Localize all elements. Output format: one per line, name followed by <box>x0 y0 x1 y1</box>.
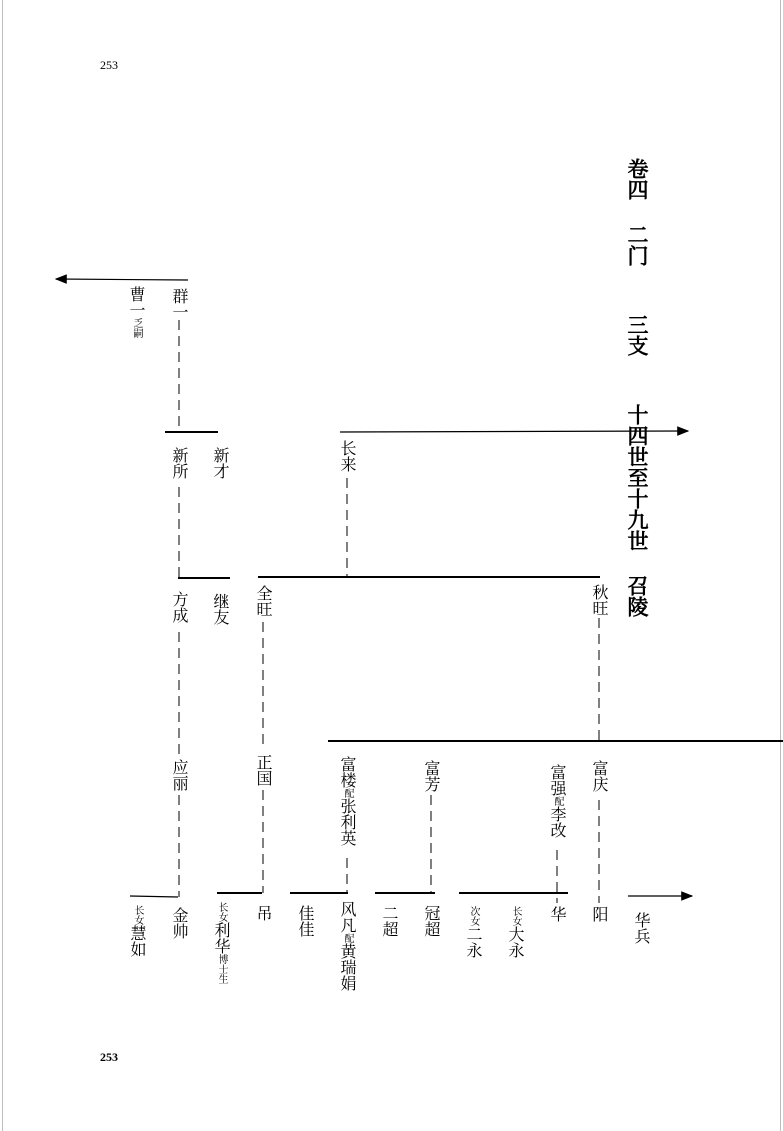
page-number-top: 253 <box>100 58 118 72</box>
spouse-name: 黄瑞娟 <box>338 943 357 991</box>
person-fu-fang <box>423 760 439 792</box>
person-fu-lou <box>339 756 355 846</box>
person-name: 富芳 <box>422 760 441 792</box>
person-xin-cai <box>212 447 228 479</box>
person-name: 群一 <box>170 288 189 320</box>
relation-label: 长女 <box>510 906 521 926</box>
arrow-left-line <box>56 279 188 280</box>
person-er-chao <box>381 905 397 937</box>
person-name: 应丽 <box>170 759 189 791</box>
person-xin-suo <box>171 447 187 479</box>
person-name: 继友 <box>211 593 230 625</box>
relation-label: 次女 <box>468 906 479 926</box>
person-quan-wang <box>255 585 271 617</box>
page-number-bottom: 253 <box>100 1050 118 1064</box>
person-name: 曹一 <box>127 286 146 318</box>
person-chang-lai <box>339 440 355 472</box>
person-ying-li <box>171 759 187 791</box>
person-name: 二永 <box>464 926 483 958</box>
pei-label: 配 <box>342 788 353 798</box>
person-note: 博士生 <box>216 954 227 984</box>
person-fang-cheng <box>171 591 187 623</box>
person-note: 乏嗣 <box>131 318 142 338</box>
person-zheng-guo <box>255 754 271 786</box>
pei-label: 配 <box>342 933 353 943</box>
person-diao <box>255 905 271 921</box>
person-jin-shuai <box>171 907 187 939</box>
spouse-name: 李改 <box>548 806 567 838</box>
person-name: 富庆 <box>590 760 609 792</box>
person-fu-qing <box>591 760 607 792</box>
person-name: 正国 <box>254 754 273 786</box>
person-da-yong <box>507 906 523 958</box>
sibling-bar <box>130 896 178 897</box>
person-jia-jia <box>297 905 313 937</box>
person-name: 慧如 <box>128 925 147 957</box>
person-name: 秋旺 <box>590 584 609 616</box>
person-name: 大永 <box>506 926 525 958</box>
person-name: 富强 <box>548 764 567 796</box>
person-name: 风凡 <box>338 901 357 933</box>
person-guan-chao <box>423 905 439 937</box>
person-name: 长来 <box>338 440 357 472</box>
person-name: 金帅 <box>170 907 189 939</box>
person-qun-yi <box>171 288 187 320</box>
person-name: 全旺 <box>254 585 273 617</box>
person-name: 华 <box>548 906 567 922</box>
person-name: 利华 <box>212 922 231 954</box>
pei-label: 配 <box>552 796 563 806</box>
person-li-hua <box>213 902 229 984</box>
person-qiu-wang <box>591 584 607 616</box>
person-yang <box>591 906 607 922</box>
person-name: 新所 <box>170 447 189 479</box>
person-name: 吊 <box>254 905 273 921</box>
person-name: 富楼 <box>338 756 357 788</box>
person-name: 新才 <box>211 447 230 479</box>
arrow-right-line <box>340 431 688 432</box>
person-hua-bing <box>633 912 649 944</box>
person-ji-you <box>212 593 228 625</box>
person-hua <box>549 906 565 922</box>
person-feng-fan <box>339 901 355 991</box>
relation-label: 长女 <box>216 902 227 922</box>
person-name: 二超 <box>380 905 399 937</box>
person-name: 方成 <box>170 591 189 623</box>
person-name: 华兵 <box>632 912 651 944</box>
person-cao-yi <box>128 286 144 338</box>
person-name: 阳 <box>590 906 609 922</box>
person-fu-qiang <box>549 764 565 838</box>
person-name: 冠超 <box>422 905 441 937</box>
person-name: 佳佳 <box>296 905 315 937</box>
spouse-name: 张利英 <box>338 798 357 846</box>
page-title: 卷四 二门 三支 十四世至十九世 召陵 <box>625 158 649 617</box>
person-hui-ru <box>129 905 145 957</box>
relation-label: 长女 <box>132 905 143 925</box>
person-er-yong <box>465 906 481 958</box>
